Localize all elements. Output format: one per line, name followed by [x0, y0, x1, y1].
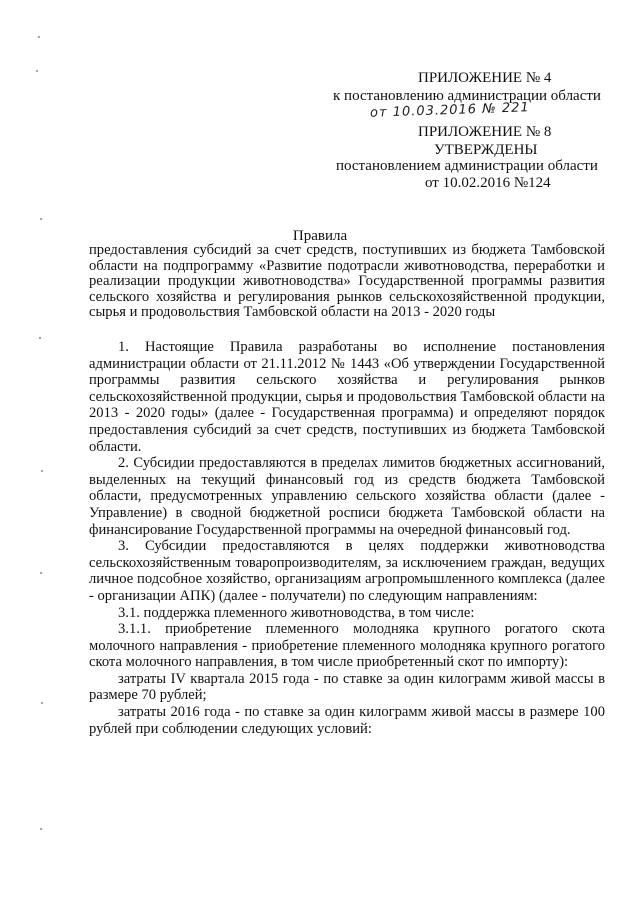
document-body [89, 339, 605, 737]
approved-by: постановлением администрации области [336, 158, 598, 174]
document-subtitle [89, 243, 605, 321]
scan-speck [41, 470, 43, 472]
scan-speck [40, 572, 42, 574]
annex-8-label: ПРИЛОЖЕНИЕ № 8 [418, 124, 552, 140]
scan-speck [38, 36, 40, 38]
paragraph-3-1-1: 3.1.1. приобретение племенного молодняка крупного рогатого скота молочного направления - приобретение племенного молодняка крупного рогатого скота молочного направления, в том числе приобретенный скот по импорту): [89, 621, 605, 671]
document-title: Правила [292, 228, 348, 244]
paragraph-cost-2016: затраты 2016 года - по ставке за один килограмм живой массы в размере 100 рублей при соблюдении следующих условий: [89, 704, 605, 737]
approved-date: от 10.02.2016 №124 [425, 175, 551, 191]
paragraph-3-1: 3.1. поддержка племенного животноводства, в том числе: [118, 604, 475, 621]
paragraph-1: 1. Настоящие Правила разработаны во исполнение постановления администрации области от 21.11.2012 № 1443 «Об утверждении Государственной программы развития сельского хозяйства и регулирования рынков сельскохозяйственной продукции, сырья и продовольствия Тамбовской области на 2013 - 2020 годы» (далее - Государственная программа) и определяют порядок предоставления субсидий за счет средств, поступивших из бюджета Тамбовской области. [89, 339, 605, 455]
scan-speck [36, 70, 38, 72]
paragraph-3: 3. Субсидии предоставляются в целях поддержки животноводства сельскохозяйственным товаропроизводителям, за исключением граждан, ведущих личное подсобное хозяйство, организациям агропромышленного комплекса (далее - организации АПК) (далее - получатели) по следующим направлениям: [89, 538, 605, 604]
annex-4-label: ПРИЛОЖЕНИЕ № 4 [418, 70, 552, 86]
scan-speck [41, 702, 43, 704]
scan-speck [40, 828, 42, 830]
annex-4-reference: к постановлению администрации области [333, 88, 601, 104]
approved-label: УТВЕРЖДЕНЫ [434, 142, 538, 158]
scan-speck [40, 218, 42, 220]
subtitle-text: предоставления субсидий за счет средств, поступивших из бюджета Тамбовской области на подпрограмму «Развитие подотрасли животноводства, переработки и реализации продукции животноводства» Государственной программы развития сельского хозяйства и регулирования рынков сельскохозяйственной продукции, сырья и продовольствия Тамбовской области на 2013 - 2020 годы [89, 242, 605, 320]
scan-speck [39, 337, 41, 339]
handwritten-date: от 10.03.2016 № 221 [369, 100, 530, 121]
paragraph-2: 2. Субсидии предоставляются в пределах лимитов бюджетных ассигнований, выделенных на текущий финансовый год из средств бюджета Тамбовской области, предусмотренных управлению сельского хозяйства области (далее - Управление) в сводной бюджетной росписи бюджета Тамбовской области на финансирование Государственной программы на очередной финансовый год. [89, 455, 605, 538]
paragraph-cost-2015: затраты IV квартала 2015 года - по ставке за один килограмм живой массы в размере 70 рублей; [89, 670, 605, 704]
